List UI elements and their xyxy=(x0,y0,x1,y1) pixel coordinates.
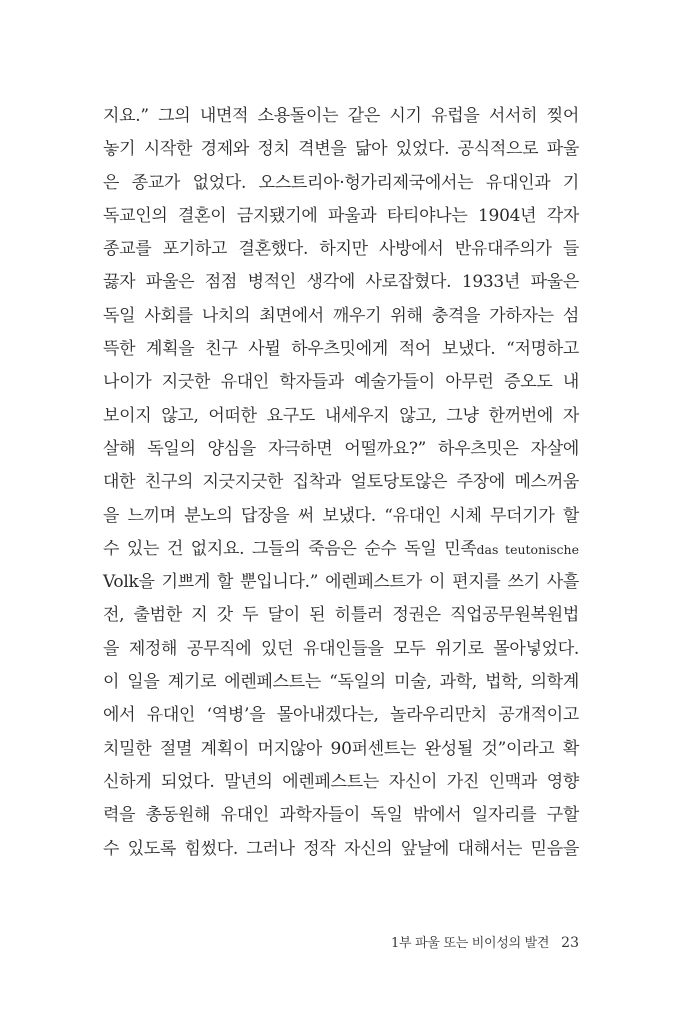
foreign-term: das teutonische xyxy=(476,541,579,557)
text-line: 놓기 시작한 경제와 정치 격변을 닮아 있었다. 공식적으로 파울 xyxy=(103,139,579,160)
text-line: 을 느끼며 분노의 답장을 써 보냈다. “유대인 시체 무더기가 할 xyxy=(103,505,579,526)
text-line: 살해 독일의 양심을 자극하면 어떨까요?” 하우츠밋은 자살에 xyxy=(103,438,579,459)
text-line: 독일 사회를 나치의 최면에서 깨우기 위해 충격을 가하자는 섬 xyxy=(103,305,579,326)
body-text xyxy=(103,100,579,866)
text-line: 끓자 파울은 점점 병적인 생각에 사로잡혔다. 1933년 파울은 xyxy=(103,272,579,293)
page-number: 23 xyxy=(561,935,579,951)
text-line: 보이지 않고, 어떠한 요구도 내세우지 않고, 그냥 한꺼번에 자 xyxy=(103,405,579,426)
text-line: 을 제정해 공무직에 있던 유대인들을 모두 위기로 몰아넣었다. xyxy=(103,638,579,659)
text-line: 이 일을 계기로 에렌페스트는 “독일의 미술, 과학, 법학, 의학계 xyxy=(103,672,579,693)
running-footer-chapter-title: 1부 파울 또는 비이성의 발견 xyxy=(391,936,550,951)
text-line: 종교를 포기하고 결혼했다. 하지만 사방에서 반유대주의가 들 xyxy=(103,239,579,260)
text-segment: 수 있는 건 없지요. 그들의 죽음은 순수 독일 민족 xyxy=(103,538,477,559)
text-line: 뜩한 계획을 친구 사뮐 하우츠밋에게 적어 보냈다. “저명하고 xyxy=(103,339,579,360)
text-line: Volk을 기쁘게 할 뿐입니다.” 에렌페스트가 이 편지를 쓰기 사흘 xyxy=(103,572,579,593)
text-line: 지요.” 그의 내면적 소용돌이는 같은 시기 유럽을 서서히 찢어 xyxy=(103,106,579,126)
text-line: 은 종교가 없었다. 오스트리아·헝가리제국에서는 유대인과 기 xyxy=(103,172,579,193)
text-line: 수 있도록 힘썼다. 그러나 정작 자신의 앞날에 대해서는 믿음을 xyxy=(103,838,579,859)
text-line: 신하게 되었다. 말년의 에렌페스트는 자신이 가진 인맥과 영향 xyxy=(103,771,579,792)
page-footer xyxy=(380,932,579,954)
text-line: 에서 유대인 ‘역병’을 몰아내겠다는, 놀라우리만치 공개적이고 xyxy=(103,705,579,726)
text-line: 나이가 지긋한 유대인 학자들과 예술가들이 아무런 증오도 내 xyxy=(103,372,579,393)
text-line: 전, 출범한 지 갓 두 달이 된 히틀러 정권은 직업공무원복원법 xyxy=(103,605,579,626)
text-line-with-foreign-term xyxy=(103,533,579,566)
text-line: 력을 총동원해 유대인 과학자들이 독일 밖에서 일자리를 구할 xyxy=(103,805,579,826)
text-line: 독교인의 결혼이 금지됐기에 파울과 타티야나는 1904년 각자 xyxy=(103,205,579,226)
text-line: 대한 친구의 지긋지긋한 집착과 얼토당토않은 주장에 메스꺼움 xyxy=(103,472,579,493)
text-line: 치밀한 절멸 계획이 머지않아 90퍼센트는 완성될 것”이라고 확 xyxy=(103,738,579,759)
